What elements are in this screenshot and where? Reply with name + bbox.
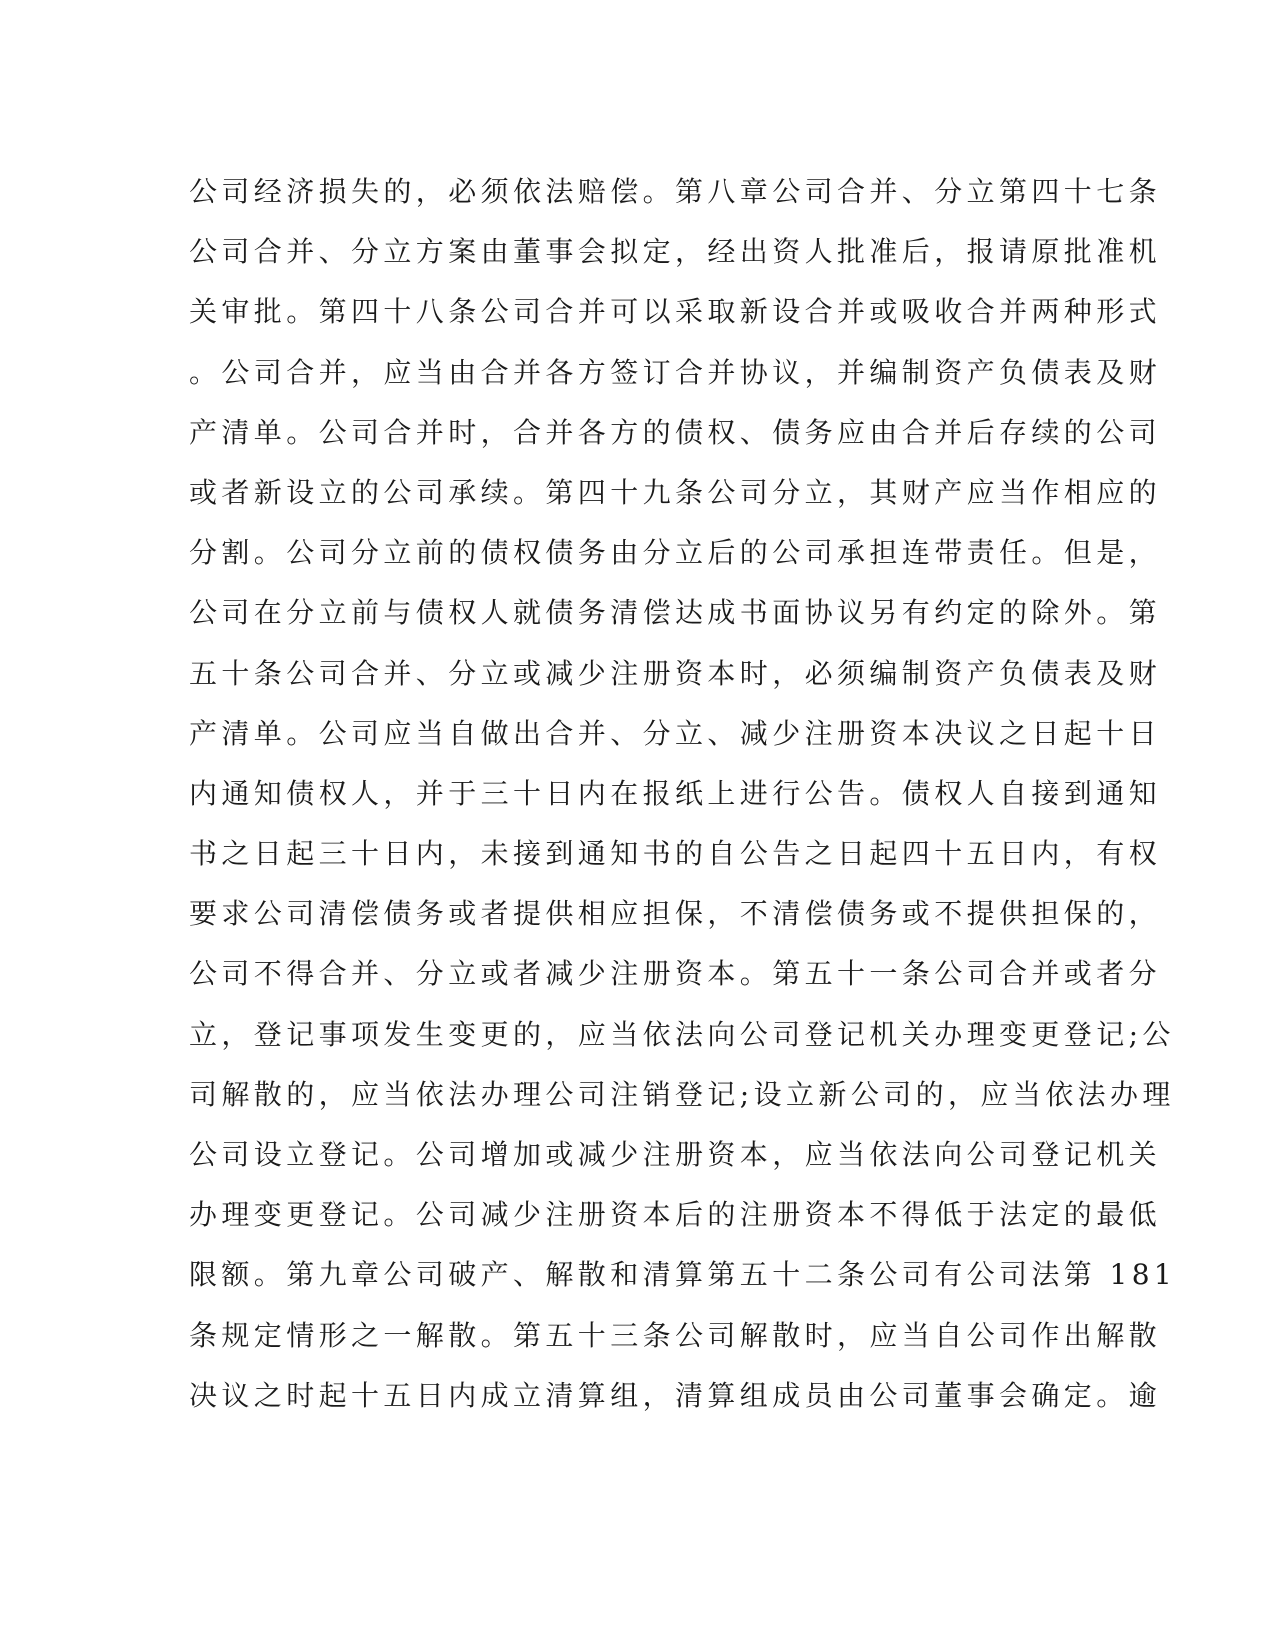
- text-line: 。公司合并，应当由合并各方签订合并协议，并编制资产负债表及财: [189, 355, 1162, 389]
- text-line: 产清单。公司应当自做出合并、分立、减少注册资本决议之日起十日: [189, 716, 1162, 750]
- text-line: 五十条公司合并、分立或减少注册资本时，必须编制资产负债表及财: [189, 656, 1162, 690]
- text-line: 公司在分立前与债权人就债务清偿达成书面协议另有约定的除外。第: [189, 596, 1162, 630]
- text-line: 公司合并、分立方案由董事会拟定，经出资人批准后，报请原批准机: [189, 235, 1162, 269]
- text-line: 公司不得合并、分立或者减少注册资本。第五十一条公司合并或者分: [189, 957, 1162, 991]
- text-line: 立，登记事项发生变更的，应当依法向公司登记机关办理变更登记;公: [189, 1017, 1175, 1051]
- text-line: 决议之时起十五日内成立清算组，清算组成员由公司董事会确定。逾: [189, 1378, 1162, 1412]
- text-line: 分割。公司分立前的债权债务由分立后的公司承担连带责任。但是，: [189, 536, 1162, 570]
- text-line: 限额。第九章公司破产、解散和清算第五十二条公司有公司法第 181: [189, 1258, 1177, 1292]
- text-line: 条规定情形之一解散。第五十三条公司解散时，应当自公司作出解散: [189, 1318, 1162, 1352]
- text-line: 公司设立登记。公司增加或减少注册资本，应当依法向公司登记机关: [189, 1138, 1162, 1171]
- text-line: 司解散的，应当依法办理公司注销登记;设立新公司的，应当依法办理: [189, 1077, 1175, 1111]
- text-line: 或者新设立的公司承续。第四十九条公司分立，其财产应当作相应的: [189, 475, 1162, 509]
- text-line: 办理变更登记。公司减少注册资本后的注册资本不得低于法定的最低: [189, 1198, 1162, 1232]
- text-line: 公司经济损失的，必须依法赔偿。第八章公司合并、分立第四十七条: [189, 175, 1162, 208]
- text-line: 书之日起三十日内，未接到通知书的自公告之日起四十五日内，有权: [189, 837, 1162, 871]
- text-line: 内通知债权人，并于三十日内在报纸上进行公告。债权人自接到通知: [189, 776, 1162, 810]
- text-line: 关审批。第四十八条公司合并可以采取新设合并或吸收合并两种形式: [189, 295, 1162, 329]
- text-line: 要求公司清偿债务或者提供相应担保，不清偿债务或不提供担保的，: [189, 897, 1162, 931]
- text-line: 产清单。公司合并时，合并各方的债权、债务应由合并后存续的公司: [189, 415, 1162, 449]
- body-text: [189, 162, 1177, 1426]
